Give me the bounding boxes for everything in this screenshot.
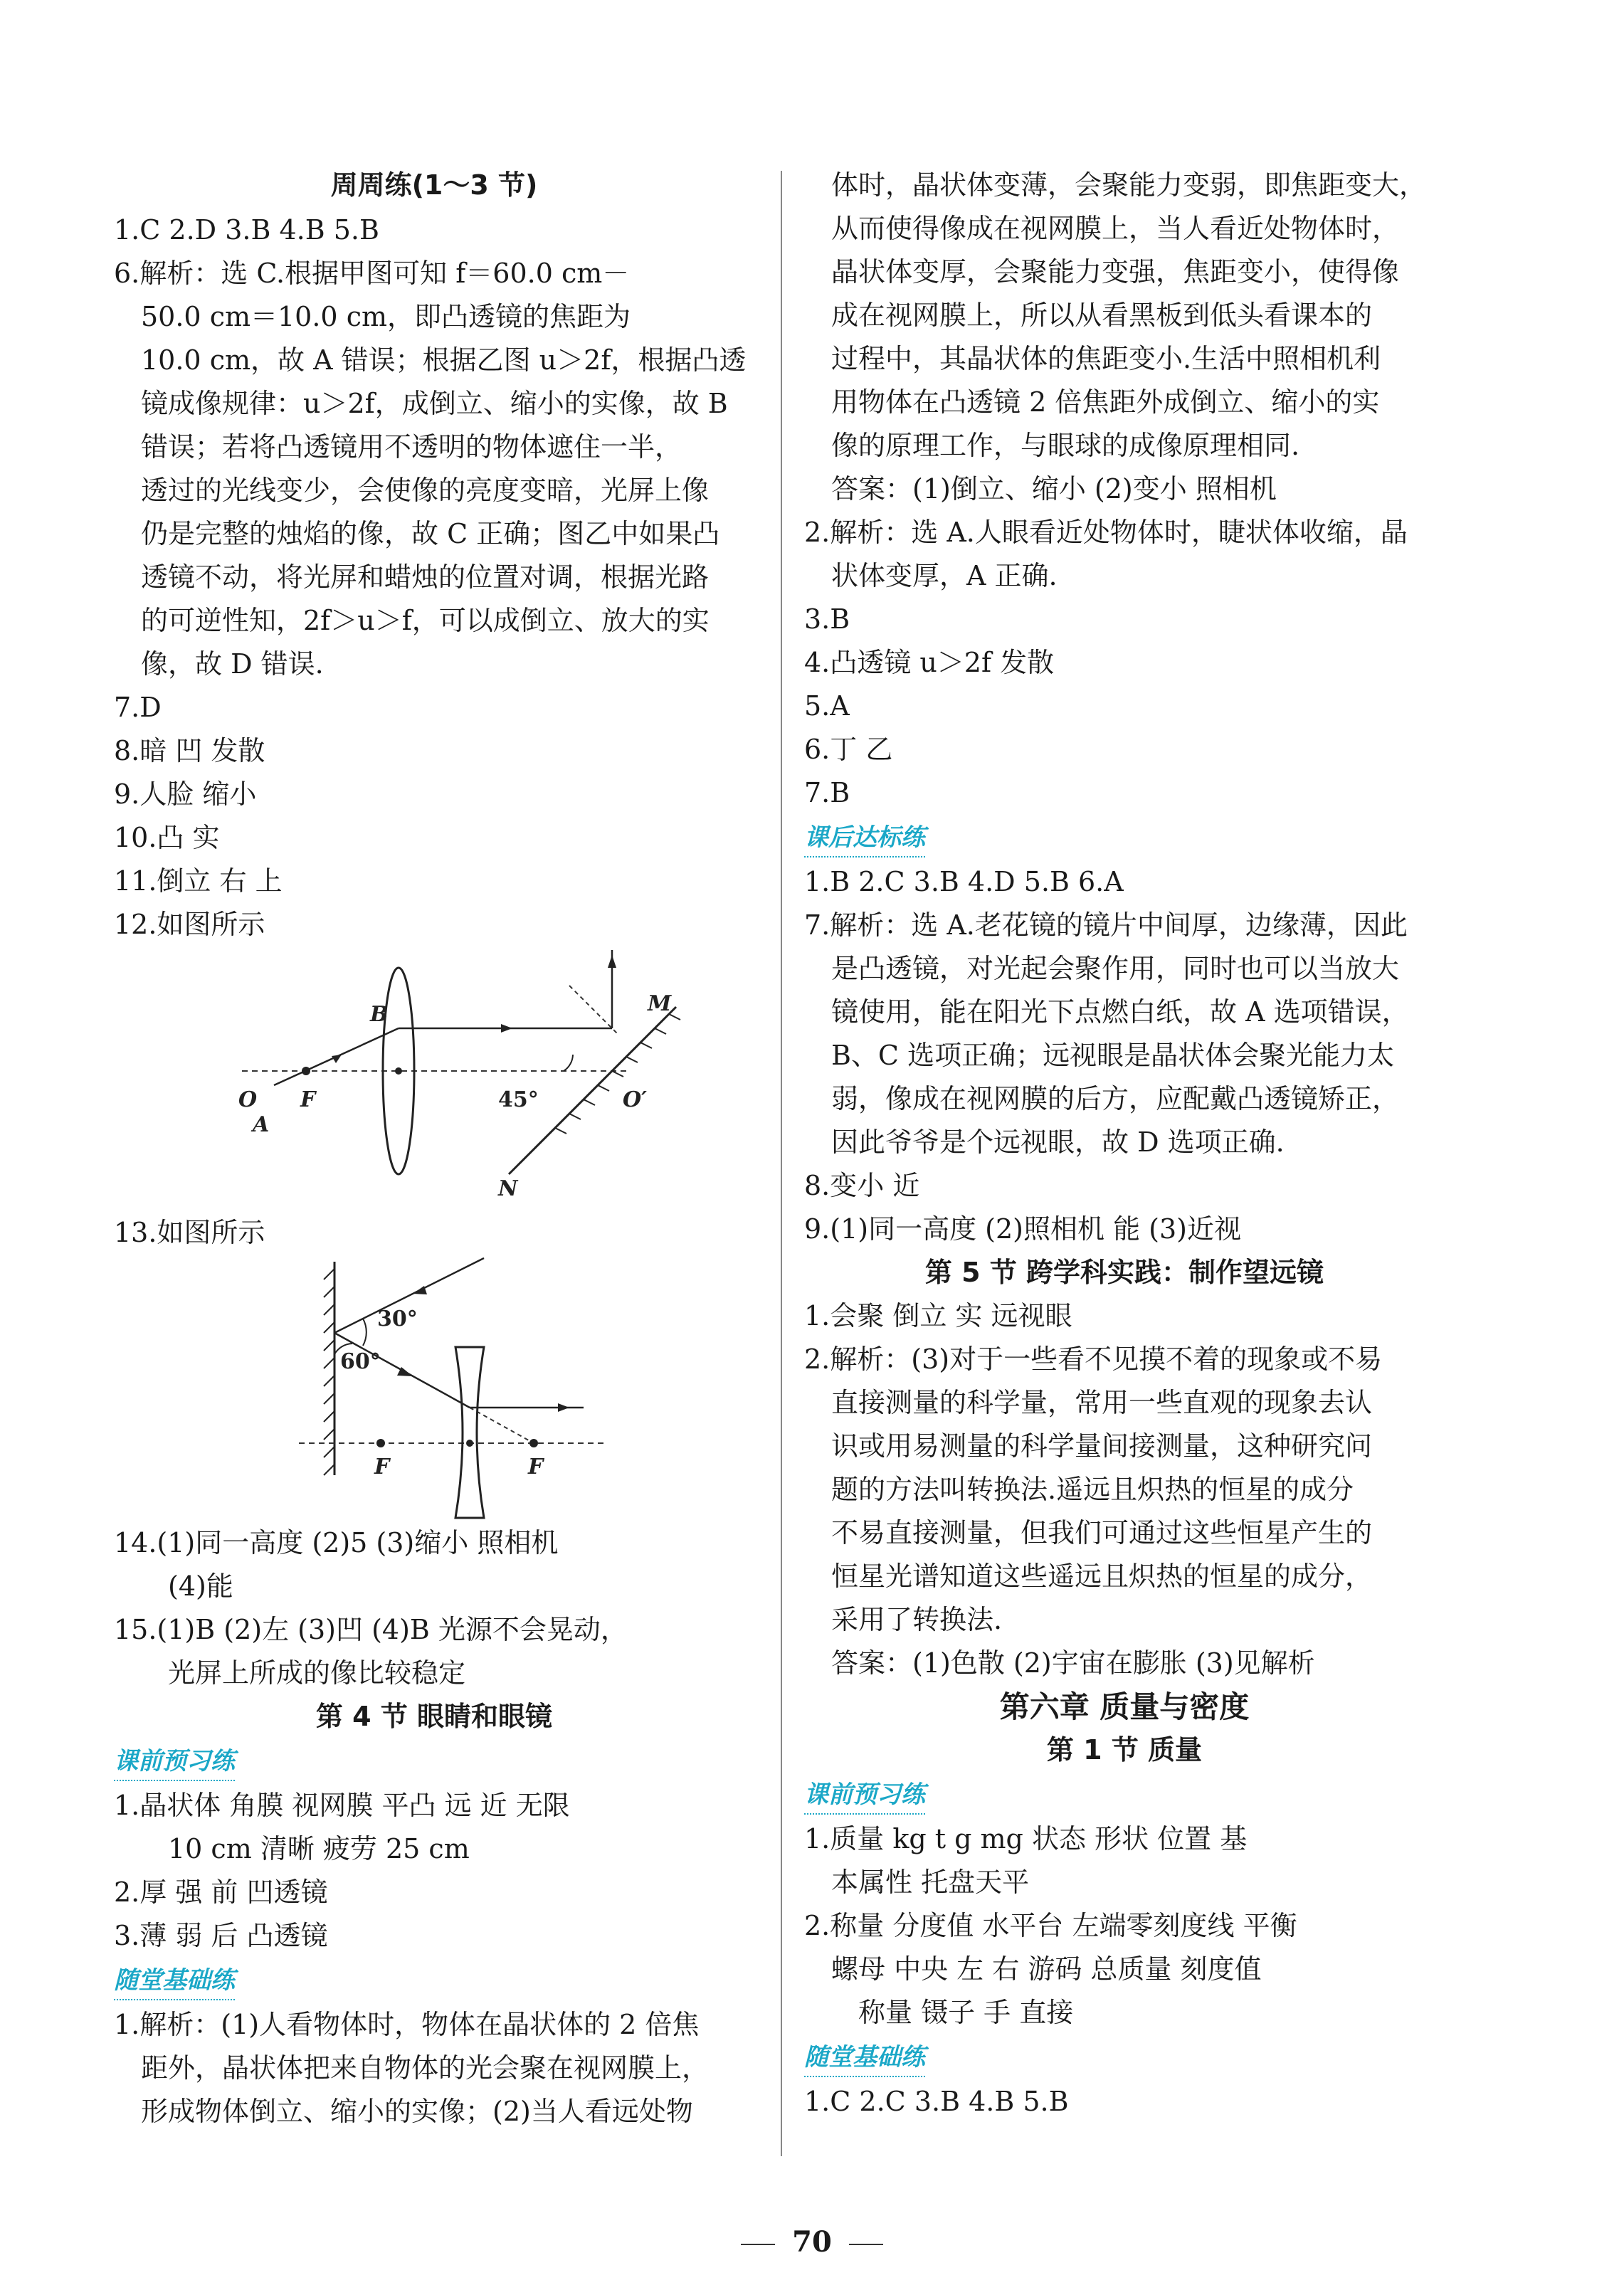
dash-decoration	[849, 2244, 883, 2245]
answer-line: 50.0 cm＝10.0 cm，即凸透镜的焦距为	[141, 301, 631, 332]
answer-line: 10.凸 实	[114, 822, 220, 853]
focus-dot-right	[529, 1439, 538, 1447]
answer-line: 1.C 2.D 3.B 4.B 5.B	[114, 214, 379, 246]
label-O: O	[238, 1087, 258, 1112]
answer-line: 因此爷爷是个远视眼，故 D 选项正确.	[831, 1126, 1285, 1158]
answer-line: 像，故 D 错误.	[141, 648, 324, 680]
answer-line: 3.薄 弱 后 凸透镜	[114, 1920, 328, 1951]
lens-center-dot	[395, 1067, 402, 1075]
answer-line: 8.暗 凹 发散	[114, 735, 265, 766]
answer-line: 2.厚 强 前 凹透镜	[114, 1877, 328, 1908]
answer-line: 3.B	[804, 603, 850, 635]
answer-line: 2.解析：(3)对于一些看不见摸不着的现象或不易	[804, 1344, 1383, 1375]
label-A: A	[253, 1112, 270, 1137]
answer-line: 11.倒立 右 上	[114, 865, 283, 897]
answer-line: 9.人脸 缩小	[114, 779, 257, 810]
answer-line: 像的原理工作，与眼球的成像原理相同.	[831, 430, 1300, 461]
answer-line: 6.丁 乙	[804, 734, 893, 765]
section-5-title: 第 5 节 跨学科实践：制作望远镜	[924, 1257, 1324, 1288]
answer-line: 7.B	[804, 777, 850, 808]
answer-line: 的可逆性知，2f＞u＞f，可以成倒立、放大的实	[141, 605, 710, 636]
figure-13	[114, 1255, 754, 1521]
answer-line: 6.解析：选 C.根据甲图可知 f＝60.0 cm－	[114, 258, 630, 289]
chapter-6-title: 第六章 质量与密度	[999, 1689, 1250, 1724]
lens-mirror-diagram	[114, 946, 754, 1211]
answer-line: 9.(1)同一高度 (2)照相机 能 (3)近视	[804, 1213, 1241, 1245]
ray-arrow	[558, 1403, 569, 1412]
ray-arrow	[501, 1024, 512, 1033]
angle-45-label: 45°	[498, 1087, 539, 1112]
answer-line: 答案：(1)倒立、缩小 (2)变小 照相机	[831, 473, 1277, 505]
answer-line: 10.0 cm，故 A 错误；根据乙图 u＞2f，根据凸透	[141, 344, 747, 376]
answer-line: 成在视网膜上，所以从看黑板到低头看课本的	[831, 300, 1373, 331]
answer-line: 10 cm 清晰 疲劳 25 cm	[168, 1833, 470, 1864]
answer-line: 13.如图所示	[114, 1217, 265, 1248]
answer-line: 直接测量的科学量，常用一些直观的现象去认	[831, 1387, 1373, 1418]
answer-line: 1.B 2.C 3.B 4.D 5.B 6.A	[804, 866, 1124, 897]
page-number	[0, 2220, 1624, 2264]
answer-line: 镜成像规律：u＞2f，成倒立、缩小的实像，故 B	[141, 388, 728, 419]
tag-after-class-practice: 课后达标练	[804, 819, 925, 857]
answer-line: 形成物体倒立、缩小的实像；(2)当人看远处物	[141, 2096, 693, 2127]
answer-line: 透过的光线变少，会使像的亮度变暗，光屏上像	[141, 475, 710, 506]
answer-line: 7.D	[114, 692, 162, 723]
answer-line: 1.质量 kg t g mg 状态 形状 位置 基	[804, 1823, 1248, 1854]
answer-line: 12.如图所示	[114, 909, 265, 940]
label-M: M	[648, 991, 672, 1016]
tag-preview-practice: 课前预习练	[804, 1776, 925, 1815]
answer-line: 1.会聚 倒立 实 远视眼	[804, 1300, 1072, 1331]
section-4-title: 第 4 节 眼睛和眼镜	[315, 1701, 553, 1732]
mirror-hatch	[324, 1269, 334, 1475]
answer-line: 距外，晶状体把来自物体的光会聚在视网膜上，	[141, 2052, 710, 2084]
angle-30-label: 30°	[377, 1307, 418, 1331]
answer-line: 过程中，其晶状体的焦距变小.生活中照相机利	[831, 343, 1381, 374]
answer-line: 识或用易测量的科学量间接测量，这种研究问	[831, 1430, 1373, 1462]
label-B: B	[370, 1002, 389, 1027]
answer-line: 是凸透镜，对光起会聚作用，同时也可以当放大	[831, 953, 1400, 984]
label-O-prime: O′	[623, 1087, 648, 1112]
answer-line: 仍是完整的烛焰的像，故 C 正确；图乙中如果凸	[141, 518, 720, 549]
label-N: N	[498, 1176, 518, 1201]
column-divider	[781, 171, 782, 2156]
angle-60-label: 60°	[340, 1349, 381, 1374]
answer-line: 14.(1)同一高度 (2)5 (3)缩小 照相机	[114, 1527, 559, 1558]
answer-line: 2.称量 分度值 水平台 左端零刻度线 平衡	[804, 1910, 1297, 1941]
answer-line: 用物体在凸透镜 2 倍焦距外成倒立、缩小的实	[831, 386, 1380, 418]
answer-line: 称量 镊子 手 直接	[858, 1997, 1074, 2028]
answer-line: 2.解析：选 A.人眼看近处物体时，睫状体收缩，晶	[804, 517, 1408, 548]
answer-line: 透镜不动，将光屏和蜡烛的位置对调，根据光路	[141, 561, 710, 593]
answer-line: 8.变小 近	[804, 1170, 920, 1201]
extension-line	[470, 1408, 534, 1443]
tag-basic-practice: 随堂基础练	[114, 1962, 235, 2000]
tag-basic-practice: 随堂基础练	[804, 2039, 925, 2077]
angle-arc	[564, 1055, 573, 1071]
left-column	[114, 164, 754, 2133]
tag-preview-practice: 课前预习练	[114, 1743, 235, 1781]
mirror-hatch	[555, 1014, 680, 1134]
answer-line: B、C 选项正确；远视眼是晶状体会聚光能力太	[831, 1040, 1395, 1071]
answer-line: 题的方法叫转换法.遥远且炽热的恒星的成分	[831, 1474, 1354, 1505]
answer-line: 光屏上所成的像比较稳定	[168, 1657, 466, 1689]
answer-line: 答案：(1)色散 (2)宇宙在膨胀 (3)见解析	[831, 1647, 1315, 1679]
label-F-left: F	[374, 1455, 390, 1479]
answer-line: 本属性 托盘天平	[831, 1867, 1030, 1898]
answer-line: 5.A	[804, 690, 850, 722]
answer-line: 7.解析：选 A.老花镜的镜片中间厚，边缘薄，因此	[804, 909, 1408, 941]
answer-line: 错误；若将凸透镜用不透明的物体遮住一半，	[141, 431, 682, 463]
answer-line: 1.C 2.C 3.B 4.B 5.B	[804, 2086, 1069, 2117]
figure-12	[114, 946, 754, 1211]
mirror-concave-lens-diagram	[114, 1255, 754, 1521]
right-column	[804, 164, 1445, 2123]
concave-lens	[455, 1347, 484, 1518]
weekly-practice-title: 周周练(1～3 节)	[330, 169, 538, 201]
ray-arrow	[608, 955, 616, 968]
answer-line: 晶状体变厚，会聚能力变强，焦距变小，使得像	[831, 256, 1400, 287]
section-6-1-title: 第 1 节 质量	[1046, 1734, 1203, 1766]
focus-dot-left	[376, 1439, 385, 1447]
answer-line: 体时，晶状体变薄，会聚能力变弱，即焦距变大，	[831, 169, 1427, 201]
lens-center-dot	[466, 1440, 473, 1447]
answer-line: 从而使得像成在视网膜上，当人看近处物体时，	[831, 213, 1400, 244]
answer-line: 弱，像成在视网膜的后方，应配戴凸透镜矫正，	[831, 1083, 1400, 1114]
answer-line: 镜使用，能在阳光下点燃白纸，故 A 选项错误，	[831, 996, 1409, 1028]
dash-decoration	[741, 2244, 775, 2245]
answer-line: 不易直接测量，但我们可通过这些恒星产生的	[831, 1517, 1373, 1548]
answer-line: 4.凸透镜 u＞2f 发散	[804, 647, 1055, 678]
page-number-value: 70	[792, 2225, 832, 2259]
answer-line: 15.(1)B (2)左 (3)凹 (4)B 光源不会晃动，	[114, 1614, 628, 1645]
angle-arc	[363, 1319, 367, 1346]
answer-line: 1.解析：(1)人看物体时，物体在晶状体的 2 倍焦	[114, 2009, 700, 2040]
answer-line: 恒星光谱知道这些遥远且炽热的恒星的成分，	[831, 1561, 1373, 1592]
answer-line: 螺母 中央 左 右 游码 总质量 刻度值	[831, 1953, 1262, 1985]
answer-line: 采用了转换法.	[831, 1604, 1003, 1635]
answer-line: (4)能	[168, 1571, 233, 1602]
answer-line: 状体变厚，A 正确.	[831, 560, 1058, 591]
answer-line: 1.晶状体 角膜 视网膜 平凸 远 近 无限	[114, 1790, 570, 1821]
label-F: F	[300, 1087, 316, 1112]
label-F-right: F	[528, 1455, 544, 1479]
